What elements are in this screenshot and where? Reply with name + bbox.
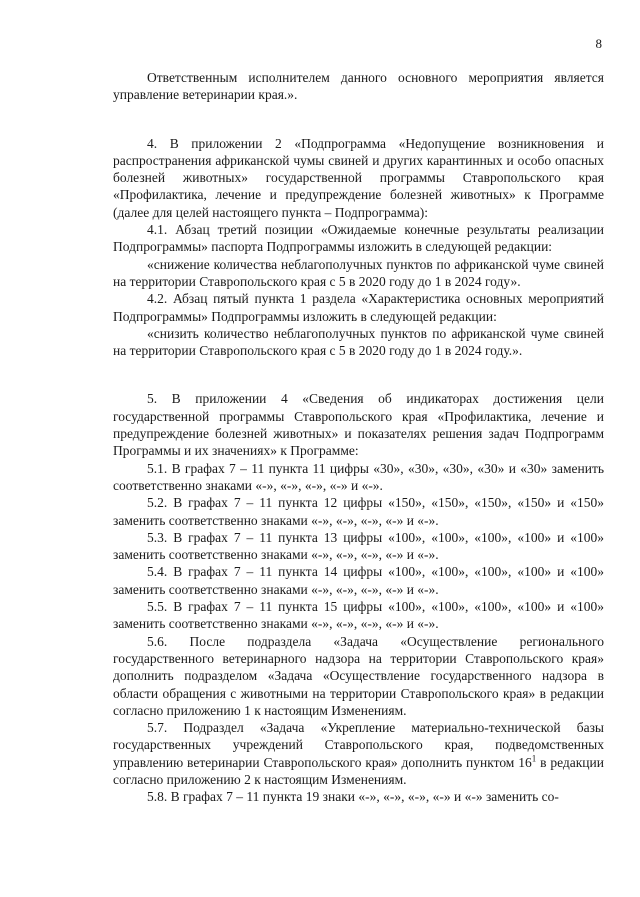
paragraph-item-5-2: 5.2. В графах 7 – 11 пункта 12 цифры «150», «150», «150», «150» и «150» заменить соответственно знаками «-», «-», «-», «-» и «-». — [113, 495, 604, 528]
paragraph-quote-4-2: «снизить количество неблагополучных пунктов по африканской чуме свиней на территории Ставропольского края с 5 в 2020 году до 1 в 2024 году.». — [113, 325, 604, 359]
paragraph-item-5-7 — [113, 719, 604, 788]
paragraph-item-4-2: 4.2. Абзац пятый пункта 1 раздела «Характеристика основных мероприятий Подпрограммы» Подпрограммы изложить в следующей редакции: — [113, 291, 604, 324]
page-number: 8 — [595, 36, 602, 51]
paragraph-quote-4-1: «снижение количества неблагополучных пунктов по африканской чуме свиней на территории Ставропольского края с 5 в 2020 году до 1 в 2024 году». — [113, 256, 604, 289]
paragraph-item-4: 4. В приложении 2 «Подпрограмма «Недопущение возникновения и распространения африканской чумы свиней и других карантинных и особо опасных болезней животных» государственной программы Ставропольского края «Профилактика, лечение и предупреждение болезней животных» к Программе (далее для целей настоящего пункта – Подпрограмма): — [113, 135, 604, 220]
paragraph-item-5-4: 5.4. В графах 7 – 11 пункта 14 цифры «100», «100», «100», «100» и «100» заменить соответственно знаками «-», «-», «-», «-» и «-». — [113, 564, 604, 597]
paragraph-item-5-5: 5.5. В графах 7 – 11 пункта 15 цифры «100», «100», «100», «100» и «100» заменить соответственно знаками «-», «-», «-», «-» и «-». — [113, 599, 604, 632]
paragraph-item-5-7-text: 5.7. Подраздел «Задача «Укрепление материально-технической базы государственных учреждений Ставропольского края, подведомственных управлению ветеринарии Ставропольского края» дополнить пунктом 16 — [113, 720, 604, 770]
paragraph-item-5: 5. В приложении 4 «Сведения об индикаторах достижения цели государственной программы Ставропольского края «Профилактика, лечение и предупреждение болезней животных» и показателях решения задач Подпрограмм Программы и их значениях» к Программе: — [113, 391, 604, 459]
document-body — [113, 69, 604, 806]
paragraph-item-5-6: 5.6. После подраздела «Задача «Осуществление регионального государственного ветеринарного надзора на территории Ставропольского края» дополнить подразделом «Задача «Осуществление государственного надзора в области обращения с животными на территории Ставропольского края» в редакции согласно приложению 1 к настоящим Изменениям. — [113, 633, 604, 718]
paragraph-item-5-7-text-end: в редакции согласно приложению 2 к настоящим Изменениям. — [113, 754, 604, 787]
paragraph-item-5-8: 5.8. В графах 7 – 11 пункта 19 знаки «-», «-», «-», «-» и «-» заменить со- — [147, 789, 559, 805]
paragraph-item-5-3: 5.3. В графах 7 – 11 пункта 13 цифры «100», «100», «100», «100» и «100» заменить соответственно знаками «-», «-», «-», «-» и «-». — [113, 529, 604, 563]
paragraph-item-5-1: 5.1. В графах 7 – 11 пункта 11 цифры «30», «30», «30», «30» и «30» заменить соответственно знаками «-», «-», «-», «-» и «-». — [113, 460, 604, 493]
paragraph-responsible-executor: Ответственным исполнителем данного основного мероприятия является управление ветеринарии края.». — [113, 70, 604, 103]
paragraph-item-4-1: 4.1. Абзац третий позиции «Ожидаемые конечные результаты реализации Подпрограммы» паспорта Подпрограммы изложить в следующей редакции: — [113, 222, 604, 255]
superscript-mark: 1 — [531, 753, 537, 764]
